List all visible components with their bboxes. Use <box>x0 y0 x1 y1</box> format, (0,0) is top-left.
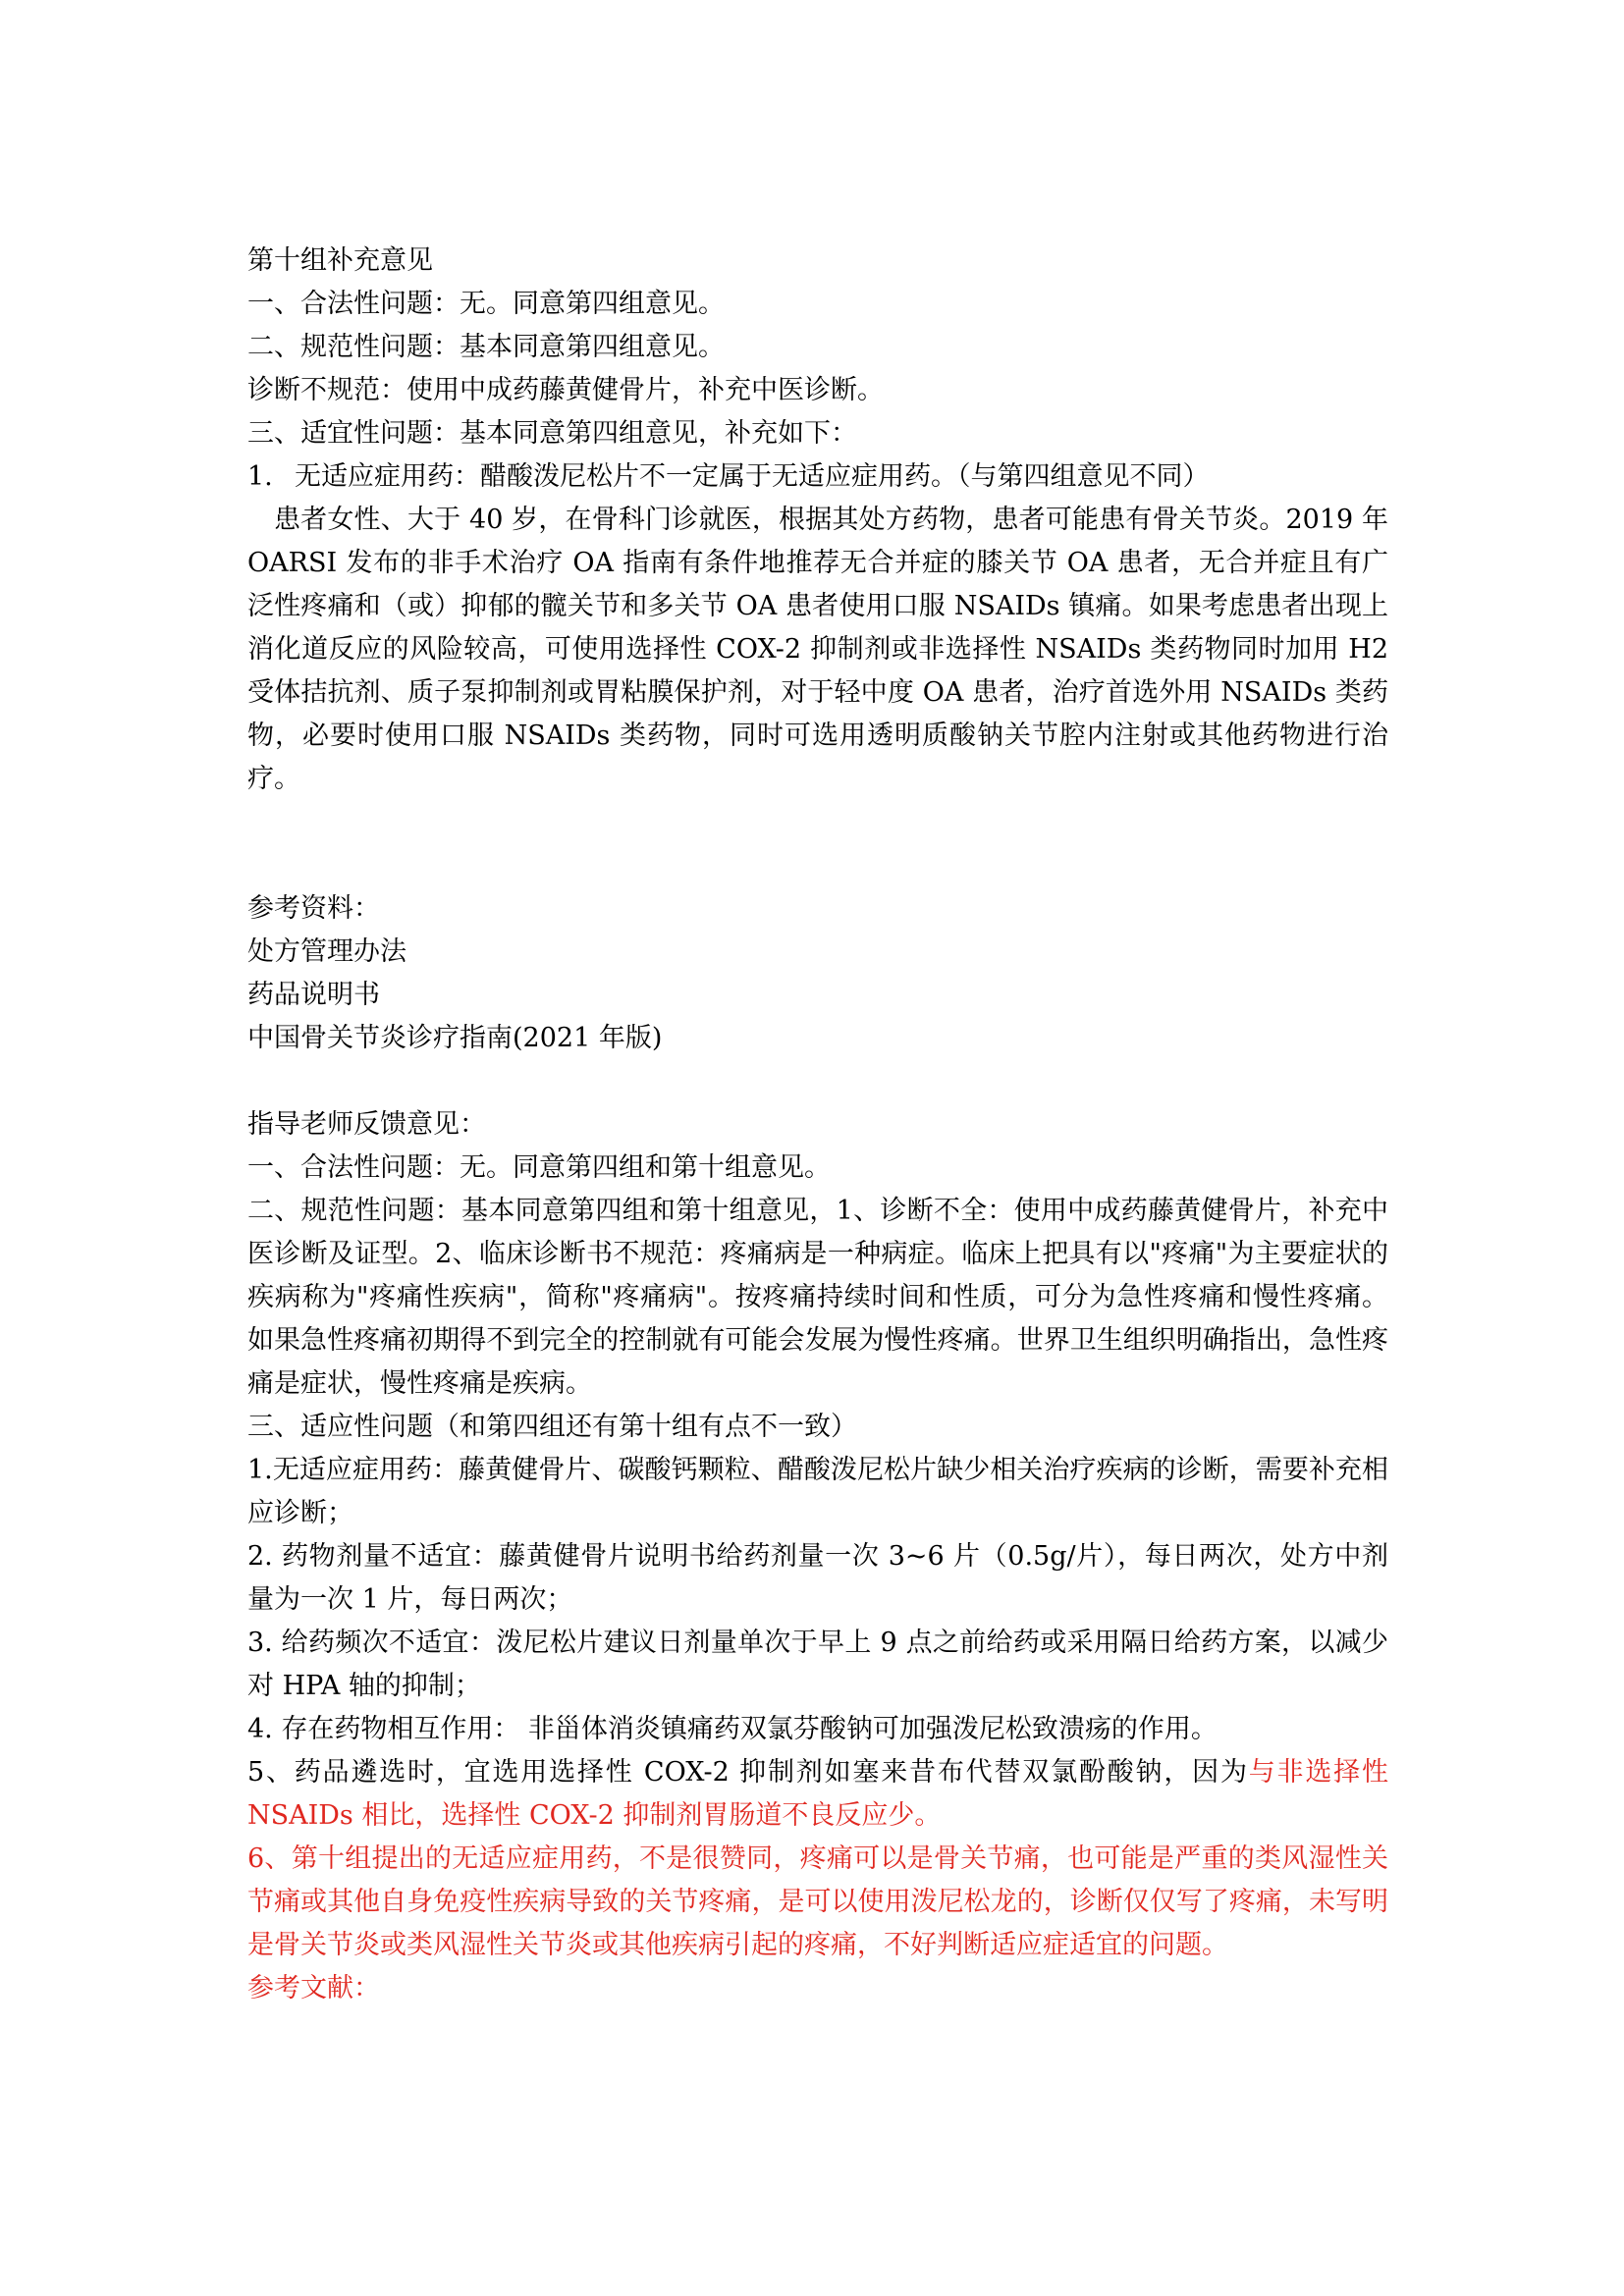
feedback-standard: 二、规范性问题：基本同意第四组和第十组意见，1、诊断不全：使用中成药藤黄健骨片，补充中医诊断及证型。2、临床诊断书不规范：疼痛病是一种病症。临床上把具有以"疼痛"为主要症状的疾病称为"疼痛性疾病"，简称"疼痛病"。按疼痛持续时间和性质，可分为急性疼痛和慢性疼痛。 如果急性疼痛初期得不到完全的控制就有可能会发展为慢性疼痛。世界卫生组织明确指出，急性疼痛是症状，慢性疼痛是疾病。 <box>247 1196 1388 1399</box>
feedback-item-3: 3. 给药频次不适宜：泼尼松片建议日剂量单次于早上 9 点之前给药或采用隔日给药方案，以减少对 HPA 轴的抑制； <box>247 1628 1388 1701</box>
analysis-paragraph: 患者女性、大于 40 岁，在骨科门诊就医，根据其处方药物，患者可能患有骨关节炎。2019 年 OARSI 发布的非手术治疗 OA 指南有条件地推荐无合并症的膝关节 OA 患者，无合并症且有广泛性疼痛和（或）抑郁的髋关节和多关节 OA 患者使用口服 NSAIDs 镇痛。如果考虑患者出现上消化道反应的风险较高，可使用选择性 COX-2 抑制剂或非选择性 NSAIDs 类药物同时加用 H2 受体拮抗剂、质子泵抑制剂或胃粘膜保护剂，对于轻中度 OA 患者，治疗首选外用 NSAIDs 类药物，必要时使用口服 NSAIDs 类药物，同时可选用透明质酸钠关节腔内注射或其他药物进行治疗。 <box>247 505 1388 794</box>
standard-issue: 二、规范性问题：基本同意第四组意见。 <box>247 332 725 362</box>
feedback-legality: 一、合法性问题：无。同意第四组和第十组意见。 <box>247 1152 831 1183</box>
feedback-item-4: 4. 存在药物相互作用： 非甾体消炎镇痛药双氯芬酸钠可加强泼尼松致溃疡的作用。 <box>247 1714 1218 1744</box>
list-item-text: 无适应症用药：醋酸泼尼松片不一定属于无适应症用药。（与第四组意见不同） <box>295 461 1210 492</box>
suitability-issue: 三、适宜性问题：基本同意第四组意见，补充如下： <box>247 418 857 449</box>
feedback-item-5-highlight: 与非选择性 NSAIDs 相比，选择性 COX-2 抑制剂胃肠道不良反应少。 <box>247 1757 1388 1831</box>
document-page <box>247 240 1388 2010</box>
reference-item: 药品说明书 <box>247 980 380 1010</box>
feedback-heading: 指导老师反馈意见： <box>247 1109 486 1140</box>
section-title: 第十组补充意见 <box>247 245 433 276</box>
spacer <box>247 1060 1388 1103</box>
reference-item: 处方管理办法 <box>247 936 406 967</box>
references-heading: 参考资料： <box>247 893 380 924</box>
feedback-item-6: 6、第十组提出的无适应症用药，不是很赞同，疼痛可以是骨关节痛，也可能是严重的类风湿性关节痛或其他自身免疫性疾病导致的关节疼痛，是可以使用泼尼松龙的，诊断仅仅写了疼痛，未写明是骨关节炎或类风湿性关节炎或其他疾病引起的疼痛，不好判断适应症适宜的问题。 <box>247 1843 1388 1960</box>
list-item-number: 1. <box>247 461 273 492</box>
feedback-item-5-text: 5、药品遴选时，宜选用选择性 COX-2 抑制剂如塞来昔布代替双氯酚酸钠，因为 <box>247 1757 1249 1788</box>
spacer <box>247 801 1388 887</box>
feedback-item-5 <box>247 1751 1388 1838</box>
reference-item: 中国骨关节炎诊疗指南(2021 年版) <box>247 1023 663 1053</box>
legality-issue: 一、合法性问题：无。同意第四组意见。 <box>247 289 725 319</box>
list-item-1 <box>247 455 1388 499</box>
feedback-item-1: 1.无适应症用药：藤黄健骨片、碳酸钙颗粒、醋酸泼尼松片缺少相关治疗疾病的诊断，需要补充相应诊断； <box>247 1455 1388 1528</box>
literature-heading: 参考文献： <box>247 1973 380 2003</box>
diagnosis-issue: 诊断不规范：使用中成药藤黄健骨片，补充中医诊断。 <box>247 375 884 405</box>
feedback-suitability: 三、适应性问题（和第四组还有第十组有点不一致） <box>247 1412 857 1442</box>
feedback-item-2: 2. 药物剂量不适宜：藤黄健骨片说明书给药剂量一次 3~6 片（0.5g/片），每日两次，处方中剂量为一次 1 片，每日两次； <box>247 1541 1388 1615</box>
